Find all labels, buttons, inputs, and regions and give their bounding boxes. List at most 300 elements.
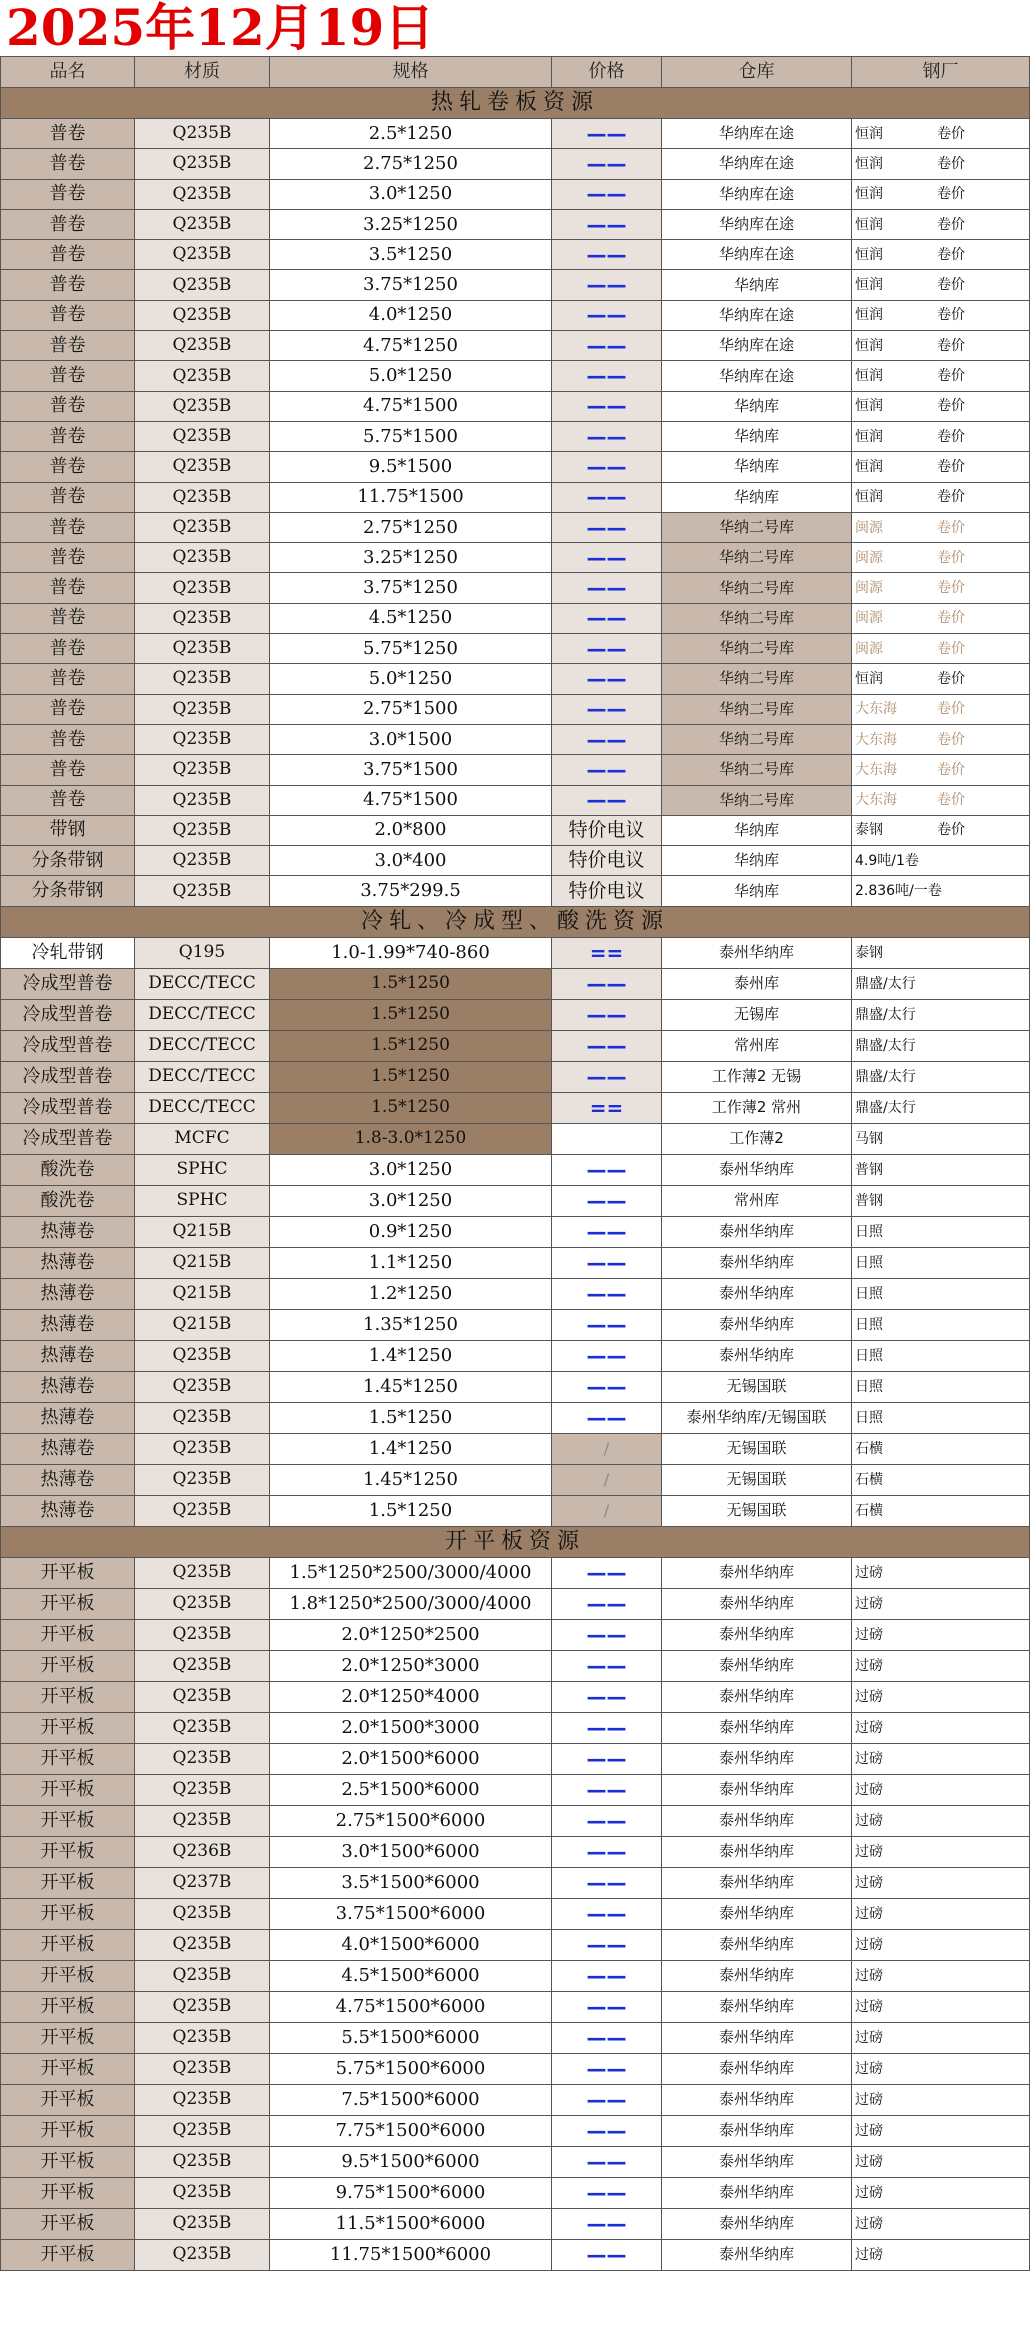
table-row[interactable] (1, 1340, 1030, 1371)
mill-name: 过磅 (855, 1657, 883, 1674)
price-cell: —— (552, 968, 662, 999)
material-cell: SPHC (135, 1185, 270, 1216)
material-cell: DECC/TECC (135, 1030, 270, 1061)
table-row[interactable] (1, 2115, 1030, 2146)
warehouse-cell: 泰州华纳库 (662, 2208, 852, 2239)
material-cell: Q235B (135, 1619, 270, 1650)
price-note: 卷价 (937, 398, 965, 415)
material-cell: Q235B (135, 1743, 270, 1774)
table-row[interactable] (1, 1650, 1030, 1681)
product-name-cell: 普卷 (1, 391, 135, 421)
product-name-cell: 普卷 (1, 543, 135, 573)
material-cell: Q235B (135, 1929, 270, 1960)
mill-cell (852, 1185, 1030, 1216)
product-name-cell: 普卷 (1, 482, 135, 512)
table-row[interactable] (1, 634, 1030, 664)
material-cell: Q235B (135, 482, 270, 512)
price-cell: / (552, 1495, 662, 1526)
spec-cell: 4.5*1500*6000 (270, 1960, 552, 1991)
table-row[interactable] (1, 512, 1030, 542)
table-row[interactable] (1, 968, 1030, 999)
spec-cell: 1.5*1250*2500/3000/4000 (270, 1557, 552, 1588)
warehouse-cell: 泰州华纳库 (662, 1681, 852, 1712)
mill-cell (852, 1836, 1030, 1867)
price-note: 卷价 (937, 822, 965, 839)
product-name-cell: 冷成型普卷 (1, 1061, 135, 1092)
price-note: 卷价 (937, 549, 965, 566)
spec-cell: 3.75*1250 (270, 270, 552, 300)
table-row[interactable] (1, 1991, 1030, 2022)
mill-cell (852, 1557, 1030, 1588)
mill-cell (852, 331, 1030, 361)
price-cell: —— (552, 1185, 662, 1216)
mill-cell (852, 1154, 1030, 1185)
table-row[interactable] (1, 603, 1030, 633)
price-note: 卷价 (937, 489, 965, 506)
mill-cell (852, 815, 1030, 845)
spec-cell: 9.75*1500*6000 (270, 2177, 552, 2208)
mill-name: 恒润 (855, 216, 883, 233)
spec-cell: 1.1*1250 (270, 1247, 552, 1278)
price-cell: —— (552, 270, 662, 300)
table-row[interactable] (1, 2084, 1030, 2115)
material-cell: Q235B (135, 1340, 270, 1371)
table-row[interactable] (1, 1371, 1030, 1402)
price-note: 卷价 (937, 701, 965, 718)
product-name-cell: 普卷 (1, 664, 135, 694)
price-cell (552, 1123, 662, 1154)
mill-name: 过磅 (855, 1595, 883, 1612)
spec-cell: 3.25*1250 (270, 209, 552, 239)
product-name-cell: 开平板 (1, 1836, 135, 1867)
column-header: 钢厂 (852, 57, 1030, 88)
table-row[interactable] (1, 1867, 1030, 1898)
table-row[interactable] (1, 1092, 1030, 1123)
table-row[interactable] (1, 755, 1030, 785)
mill-cell (852, 2146, 1030, 2177)
page-title: 2025年12月19日 (6, 0, 435, 57)
table-row[interactable] (1, 1495, 1030, 1526)
mill-cell (852, 2208, 1030, 2239)
price-cell: —— (552, 1278, 662, 1309)
price-cell: —— (552, 1402, 662, 1433)
mill-name: 过磅 (855, 1905, 883, 1922)
material-cell: Q235B (135, 2115, 270, 2146)
price-cell: —— (552, 240, 662, 270)
product-name-cell: 普卷 (1, 512, 135, 542)
material-cell: DECC/TECC (135, 999, 270, 1030)
warehouse-cell: 工作薄2 无锡 (662, 1061, 852, 1092)
spec-cell: 4.75*1500*6000 (270, 1991, 552, 2022)
warehouse-cell: 无锡国联 (662, 1371, 852, 1402)
product-name-cell: 开平板 (1, 1557, 135, 1588)
mill-name: 闽源 (855, 549, 883, 566)
warehouse-cell: 华纳二号库 (662, 724, 852, 754)
mill-cell (852, 1247, 1030, 1278)
price-note: 卷价 (937, 307, 965, 324)
mill-cell (852, 694, 1030, 724)
table-row[interactable] (1, 785, 1030, 815)
spec-cell: 5.5*1500*6000 (270, 2022, 552, 2053)
material-cell: Q235B (135, 1495, 270, 1526)
product-name-cell: 开平板 (1, 2239, 135, 2270)
price-cell: —— (552, 1650, 662, 1681)
column-header: 品名 (1, 57, 135, 88)
table-row[interactable] (1, 876, 1030, 906)
warehouse-cell: 无锡国联 (662, 1495, 852, 1526)
warehouse-cell: 泰州库 (662, 968, 852, 999)
warehouse-cell: 泰州华纳库 (662, 1557, 852, 1588)
warehouse-cell: 工作薄2 (662, 1123, 852, 1154)
product-name-cell: 开平板 (1, 1805, 135, 1836)
warehouse-cell: 华纳库 (662, 815, 852, 845)
warehouse-cell: 泰州华纳库 (662, 1309, 852, 1340)
material-cell: Q215B (135, 1247, 270, 1278)
table-row[interactable] (1, 2022, 1030, 2053)
mill-name: 日照 (855, 1347, 883, 1364)
table-row[interactable] (1, 1185, 1030, 1216)
mill-name: 过磅 (855, 1688, 883, 1705)
mill-cell (852, 1588, 1030, 1619)
mill-name: 过磅 (855, 1781, 883, 1798)
material-cell: MCFC (135, 1123, 270, 1154)
product-name-cell: 热薄卷 (1, 1371, 135, 1402)
warehouse-cell: 泰州华纳库 (662, 1712, 852, 1743)
spec-cell: 1.35*1250 (270, 1309, 552, 1340)
product-name-cell: 热薄卷 (1, 1464, 135, 1495)
mill-name: 恒润 (855, 670, 883, 687)
mill-name: 过磅 (855, 1874, 883, 1891)
spec-cell: 2.75*1500 (270, 694, 552, 724)
table-row[interactable] (1, 1929, 1030, 1960)
mill-name: 闽源 (855, 610, 883, 627)
warehouse-cell: 泰州华纳库 (662, 937, 852, 968)
mill-name: 闽源 (855, 580, 883, 597)
mill-name: 过磅 (855, 1750, 883, 1767)
spec-cell: 3.0*1250 (270, 1154, 552, 1185)
price-cell: —— (552, 300, 662, 330)
material-cell: Q235B (135, 785, 270, 815)
mill-cell (852, 1216, 1030, 1247)
mill-cell (852, 724, 1030, 754)
mill-name: 石横 (855, 1471, 883, 1488)
price-cell: —— (552, 1216, 662, 1247)
material-cell: Q235B (135, 2084, 270, 2115)
table-row[interactable] (1, 573, 1030, 603)
table-row[interactable] (1, 1557, 1030, 1588)
price-note: 卷价 (937, 368, 965, 385)
table-row[interactable] (1, 1433, 1030, 1464)
material-cell: Q235B (135, 1774, 270, 1805)
material-cell: Q235B (135, 1898, 270, 1929)
mill-name: 过磅 (855, 1719, 883, 1736)
product-name-cell: 开平板 (1, 1774, 135, 1805)
table-row[interactable] (1, 1898, 1030, 1929)
price-note: 卷价 (937, 155, 965, 172)
table-row[interactable] (1, 1061, 1030, 1092)
spec-cell: 1.5*1250 (270, 1061, 552, 1092)
spec-cell: 3.75*1500 (270, 755, 552, 785)
spec-cell: 1.5*1250 (270, 1030, 552, 1061)
table-row[interactable] (1, 482, 1030, 512)
mill-name: 过磅 (855, 2215, 883, 2232)
warehouse-cell: 华纳库在途 (662, 149, 852, 179)
price-cell: 特价电议 (552, 876, 662, 906)
product-name-cell: 开平板 (1, 2084, 135, 2115)
product-name-cell: 普卷 (1, 209, 135, 239)
mill-name: 2.836吨/一卷 (855, 883, 942, 900)
table-row[interactable] (1, 1588, 1030, 1619)
mill-cell (852, 2239, 1030, 2270)
mill-name: 日照 (855, 1316, 883, 1333)
product-name-cell: 普卷 (1, 361, 135, 391)
mill-cell (852, 1030, 1030, 1061)
price-note: 卷价 (937, 580, 965, 597)
price-cell: —— (552, 1030, 662, 1061)
spec-cell: 5.75*1250 (270, 634, 552, 664)
material-cell: Q215B (135, 1278, 270, 1309)
material-cell: Q235B (135, 815, 270, 845)
mill-name: 恒润 (855, 398, 883, 415)
table-row[interactable] (1, 664, 1030, 694)
product-name-cell: 普卷 (1, 724, 135, 754)
warehouse-cell: 泰州华纳库 (662, 2177, 852, 2208)
warehouse-cell: 华纳库在途 (662, 179, 852, 209)
material-cell: Q235B (135, 2177, 270, 2208)
material-cell: Q235B (135, 119, 270, 149)
spec-cell: 2.5*1500*6000 (270, 1774, 552, 1805)
price-cell: == (552, 937, 662, 968)
table-row[interactable] (1, 1743, 1030, 1774)
table-row[interactable] (1, 2239, 1030, 2270)
price-cell: —— (552, 1929, 662, 1960)
material-cell: Q235B (135, 179, 270, 209)
product-name-cell: 热薄卷 (1, 1309, 135, 1340)
product-name-cell: 开平板 (1, 2022, 135, 2053)
warehouse-cell: 华纳二号库 (662, 603, 852, 633)
column-header: 仓库 (662, 57, 852, 88)
warehouse-cell: 华纳库 (662, 482, 852, 512)
warehouse-cell: 华纳二号库 (662, 512, 852, 542)
mill-cell (852, 1309, 1030, 1340)
table-row[interactable] (1, 1247, 1030, 1278)
price-cell: —— (552, 2208, 662, 2239)
mill-cell (852, 2022, 1030, 2053)
spec-cell: 1.2*1250 (270, 1278, 552, 1309)
table-row[interactable] (1, 1309, 1030, 1340)
spec-cell: 7.5*1500*6000 (270, 2084, 552, 2115)
table-row[interactable] (1, 421, 1030, 451)
price-note: 卷价 (937, 277, 965, 294)
table-row[interactable] (1, 1960, 1030, 1991)
mill-cell (852, 1402, 1030, 1433)
table-row[interactable] (1, 1030, 1030, 1061)
table-row[interactable] (1, 1278, 1030, 1309)
table-row[interactable] (1, 1681, 1030, 1712)
product-name-cell: 酸洗卷 (1, 1185, 135, 1216)
warehouse-cell: 华纳库 (662, 421, 852, 451)
table-row[interactable] (1, 999, 1030, 1030)
table-row[interactable] (1, 452, 1030, 482)
mill-cell (852, 512, 1030, 542)
mill-name: 过磅 (855, 1564, 883, 1581)
table-row[interactable] (1, 209, 1030, 239)
price-cell: —— (552, 1340, 662, 1371)
product-name-cell: 热薄卷 (1, 1402, 135, 1433)
price-cell: —— (552, 694, 662, 724)
warehouse-cell: 无锡库 (662, 999, 852, 1030)
mill-name: 石横 (855, 1502, 883, 1519)
mill-cell (852, 300, 1030, 330)
price-note: 卷价 (937, 640, 965, 657)
mill-cell (852, 785, 1030, 815)
product-name-cell: 普卷 (1, 331, 135, 361)
material-cell: Q235B (135, 876, 270, 906)
material-cell: Q195 (135, 937, 270, 968)
product-name-cell: 开平板 (1, 1898, 135, 1929)
table-row[interactable] (1, 2208, 1030, 2239)
spec-cell: 1.5*1250 (270, 968, 552, 999)
mill-cell (852, 2115, 1030, 2146)
table-row[interactable] (1, 361, 1030, 391)
material-cell: Q235B (135, 1371, 270, 1402)
mill-name: 过磅 (855, 1626, 883, 1643)
table-row[interactable] (1, 1836, 1030, 1867)
price-cell: —— (552, 664, 662, 694)
spec-cell: 1.8*1250*2500/3000/4000 (270, 1588, 552, 1619)
table-row[interactable] (1, 846, 1030, 876)
spec-cell: 5.0*1250 (270, 664, 552, 694)
material-cell: Q235B (135, 1464, 270, 1495)
mill-cell (852, 1898, 1030, 1929)
warehouse-cell: 华纳库 (662, 270, 852, 300)
table-row[interactable] (1, 149, 1030, 179)
mill-cell (852, 240, 1030, 270)
mill-cell (852, 1712, 1030, 1743)
mill-name: 过磅 (855, 1843, 883, 1860)
spec-cell: 11.75*1500 (270, 482, 552, 512)
table-row[interactable] (1, 2146, 1030, 2177)
product-name-cell: 开平板 (1, 2208, 135, 2239)
material-cell: Q235B (135, 2239, 270, 2270)
table-row[interactable] (1, 300, 1030, 330)
section-header (1, 88, 1030, 119)
material-cell: Q215B (135, 1309, 270, 1340)
mill-cell (852, 1464, 1030, 1495)
mill-name: 闽源 (855, 640, 883, 657)
warehouse-cell: 泰州华纳库 (662, 2084, 852, 2115)
table-row[interactable] (1, 119, 1030, 149)
price-cell: —— (552, 1867, 662, 1898)
table-row[interactable] (1, 1805, 1030, 1836)
spec-cell: 5.75*1500 (270, 421, 552, 451)
warehouse-cell: 泰州华纳库 (662, 2239, 852, 2270)
table-row[interactable] (1, 240, 1030, 270)
warehouse-cell: 华纳库在途 (662, 331, 852, 361)
section-header (1, 906, 1030, 937)
spec-cell: 1.0-1.99*740-860 (270, 937, 552, 968)
table-row[interactable] (1, 1216, 1030, 1247)
table-row[interactable] (1, 179, 1030, 209)
product-name-cell: 开平板 (1, 1588, 135, 1619)
mill-cell (852, 1340, 1030, 1371)
price-cell: —— (552, 1371, 662, 1402)
mill-cell (852, 1805, 1030, 1836)
table-row[interactable] (1, 1154, 1030, 1185)
product-name-cell: 普卷 (1, 452, 135, 482)
table-row[interactable] (1, 270, 1030, 300)
table-row[interactable] (1, 1123, 1030, 1154)
table-row[interactable] (1, 1774, 1030, 1805)
mill-name: 鼎盛/太行 (855, 1037, 916, 1054)
warehouse-cell: 华纳二号库 (662, 573, 852, 603)
table-row[interactable] (1, 1712, 1030, 1743)
table-row[interactable] (1, 2053, 1030, 2084)
spec-cell: 1.8-3.0*1250 (270, 1123, 552, 1154)
table-row[interactable] (1, 543, 1030, 573)
mill-cell (852, 876, 1030, 906)
warehouse-cell: 华纳二号库 (662, 543, 852, 573)
material-cell: Q235B (135, 2146, 270, 2177)
product-name-cell: 热薄卷 (1, 1278, 135, 1309)
table-row[interactable] (1, 391, 1030, 421)
table-row[interactable] (1, 724, 1030, 754)
warehouse-cell: 华纳库在途 (662, 209, 852, 239)
table-row[interactable] (1, 1464, 1030, 1495)
warehouse-cell: 华纳库在途 (662, 361, 852, 391)
product-name-cell: 冷成型普卷 (1, 1123, 135, 1154)
product-name-cell: 开平板 (1, 1960, 135, 1991)
price-cell: —— (552, 1588, 662, 1619)
warehouse-cell: 泰州华纳库 (662, 1619, 852, 1650)
price-cell: —— (552, 2146, 662, 2177)
table-row[interactable] (1, 1619, 1030, 1650)
price-cell: —— (552, 149, 662, 179)
material-cell: Q235B (135, 694, 270, 724)
price-cell: —— (552, 1898, 662, 1929)
product-name-cell: 普卷 (1, 421, 135, 451)
spec-cell: 3.0*1500*6000 (270, 1836, 552, 1867)
price-cell: —— (552, 2115, 662, 2146)
price-cell: —— (552, 179, 662, 209)
mill-cell (852, 543, 1030, 573)
material-cell: Q235B (135, 2022, 270, 2053)
table-row[interactable] (1, 1402, 1030, 1433)
mill-name: 恒润 (855, 155, 883, 172)
table-row[interactable] (1, 331, 1030, 361)
warehouse-cell: 泰州华纳库 (662, 1650, 852, 1681)
mill-name: 大东海 (855, 792, 897, 809)
price-note: 卷价 (937, 428, 965, 445)
section-title: 冷轧、冷成型、酸洗资源 (1, 906, 1030, 937)
material-cell: DECC/TECC (135, 968, 270, 999)
warehouse-cell: 泰州华纳库/无锡国联 (662, 1402, 852, 1433)
price-cell: —— (552, 331, 662, 361)
spec-cell: 11.5*1500*6000 (270, 2208, 552, 2239)
price-cell: —— (552, 785, 662, 815)
product-name-cell: 开平板 (1, 2177, 135, 2208)
table-row[interactable] (1, 937, 1030, 968)
product-name-cell: 开平板 (1, 2146, 135, 2177)
warehouse-cell: 泰州华纳库 (662, 1216, 852, 1247)
table-row[interactable] (1, 694, 1030, 724)
mill-name: 恒润 (855, 277, 883, 294)
table-row[interactable] (1, 2177, 1030, 2208)
mill-cell (852, 1123, 1030, 1154)
warehouse-cell: 泰州华纳库 (662, 1836, 852, 1867)
table-row[interactable] (1, 815, 1030, 845)
mill-name: 大东海 (855, 761, 897, 778)
